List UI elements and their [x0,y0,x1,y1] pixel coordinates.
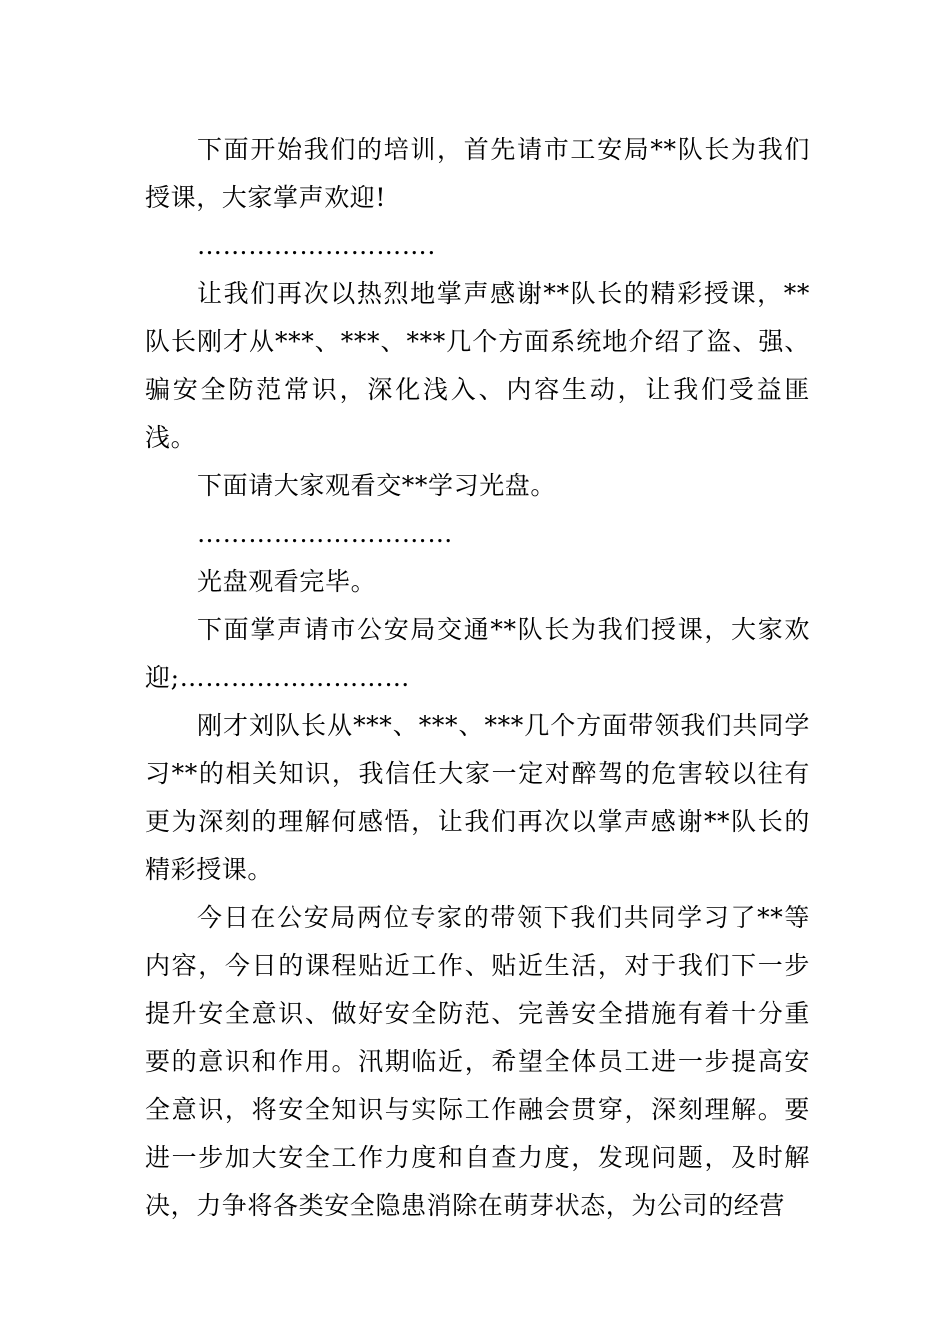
paragraph-opening-announcement: 下面开始我们的培训，首先请市工安局**队长为我们授课，大家掌声欢迎! [145,135,810,212]
paragraph-thanks-second-lecture: 刚才刘队长从***、***、***几个方面带领我们共同学习**的相关知识，我信任大家一定对醉驾的危害较以往有更为深刻的理解何感悟，让我们再次以掌声感谢**队长的精彩授课。 [145,711,810,884]
paragraph-ellipsis-1: ………………………. [197,231,436,260]
document-body [145,126,810,1230]
paragraph-watch-disc: 下面请大家观看交**学习光盘。 [197,471,557,500]
paragraph-disc-finished: 光盘观看完毕。 [197,567,377,596]
paragraph-closing-summary: 今日在公安局两位专家的带领下我们共同学习了**等内容，今日的课程贴近工作、贴近生活，对于我们下一步提升安全意识、做好安全防范、完善安全措施有着十分重要的意识和作用。汛期临近，希望全体员工进一步提高安全意识，将安全知识与实际工作融会贯穿，深刻理解。要进一步加大安全工作力度和自查力度，发现问题，及时解决，力争将各类安全隐患消除在萌芽状态，为公司的经营 [145,903,810,1220]
paragraph-thanks-first-lecture: 让我们再次以热烈地掌声感谢**队长的精彩授课，**队长刚才从***、***、***几个方面系统地介绍了盗、强、骗安全防范常识，深化浅入、内容生动，让我们受益匪浅。 [145,279,810,452]
paragraph-second-lecture-intro: 下面掌声请市公安局交通**队长为我们授课，大家欢迎;……………………… [145,615,810,692]
paragraph-ellipsis-2: ………………………… [197,519,453,548]
